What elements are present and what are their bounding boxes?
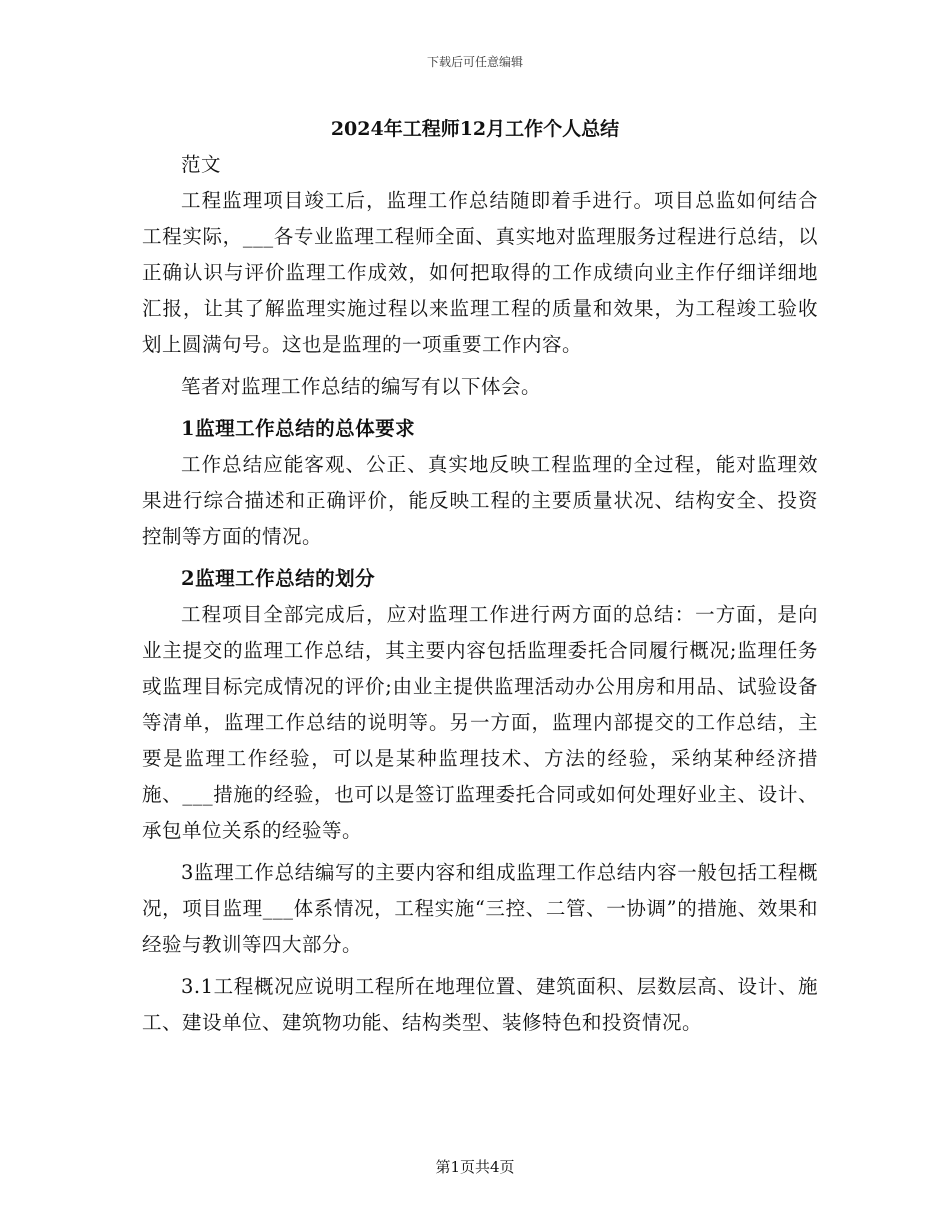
paragraph-intro: 工程监理项目竣工后，监理工作总结随即着手进行。项目总监如何结合工程实际，___各专业监理工程师全面、真实地对监理服务过程进行总结，以正确认识与评价监理工作成效，如何把取得的工作成绩向业主作仔细详细地汇报，让其了解监理实施过程以来监理工程的质量和效果，为工程竣工验收划上圆满句号。这也是监理的一项重要工作内容。	[142, 189, 818, 356]
document-title: 2024年工程师12月工作个人总结	[330, 118, 620, 140]
document-body	[142, 147, 818, 1041]
paragraph-section-3-1: 3.1工程概况应说明工程所在地理位置、建筑面积、层数层高、设计、施工、建设单位、建筑物功能、结构类型、装修特色和投资情况。	[142, 975, 818, 1034]
paragraph-section-1: 工作总结应能客观、公正、真实地反映工程监理的全过程，能对监理效果进行综合描述和正确评价，能反映工程的主要质量状况、结构安全、投资控制等方面的情况。	[142, 453, 818, 548]
paragraph-fanwen: 范文	[181, 153, 222, 176]
page-number: 第1页共4页	[435, 1158, 515, 1176]
header-note: 下载后可任意编辑	[426, 55, 523, 69]
paragraph-section-2: 工程项目全部完成后，应对监理工作进行两方面的总结：一方面，是向业主提交的监理工作总结，其主要内容包括监理委托合同履行概况;监理任务或监理目标完成情况的评价;由业主提供监理活动办公用房和用品、试验设备等清单，监理工作总结的说明等。另一方面，监理内部提交的工作总结，主要是监理工作经验，可以是某种监理技术、方法的经验，采纳某种经济措施、___措施的经验，也可以是签订监理委托合同或如何处理好业主、设计、承包单位关系的经验等。	[142, 603, 818, 842]
section-heading-1: 1监理工作总结的总体要求	[181, 417, 416, 440]
paragraph-experience: 笔者对监理工作总结的编写有以下体会。	[181, 375, 542, 398]
section-heading-2: 2监理工作总结的划分	[181, 567, 376, 590]
paragraph-section-3: 3监理工作总结编写的主要内容和组成监理工作总结内容一般包括工程概况，项目监理___体系情况，工程实施“三控、二管、一协调”的措施、效果和经验与教训等四大部分。	[142, 861, 818, 956]
